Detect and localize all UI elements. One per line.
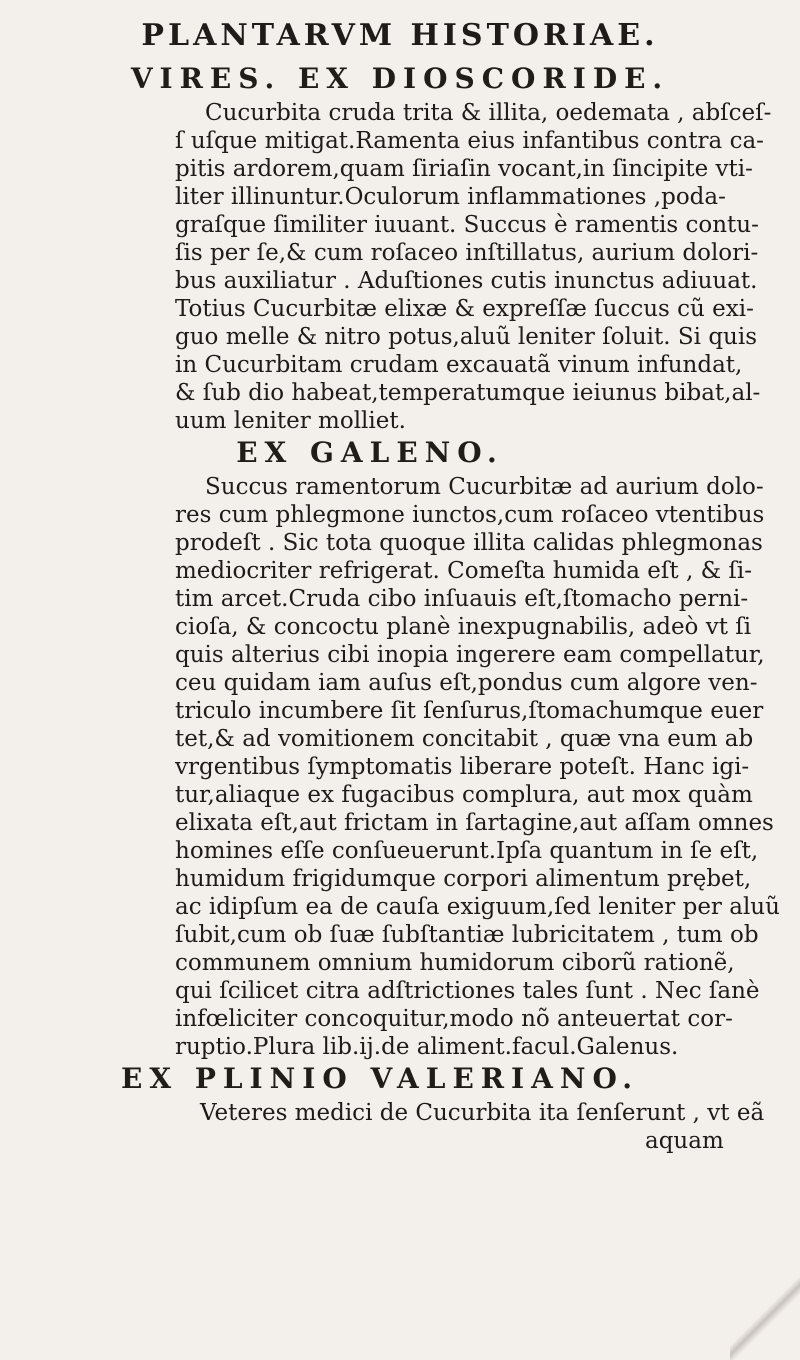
catchword: aquam bbox=[645, 1128, 724, 1154]
text-line: communem omnium humidorum ciborũ rationẽ, bbox=[175, 950, 735, 976]
section-heading-galen: EX GALENO. bbox=[236, 436, 504, 469]
text-line: quis alterius cibi inopia ingerere eam compellatur, bbox=[175, 642, 765, 668]
text-line: uum leniter molliet. bbox=[175, 408, 406, 434]
text-line: Succus ramentorum Cucurbitæ ad aurium dolo- bbox=[205, 474, 764, 500]
text-line: pitis ardorem,quam ſiriaſin vocant,in ſincipite vti- bbox=[175, 156, 753, 182]
text-line: ſ uſque mitigat.Ramenta eius infantibus contra ca- bbox=[175, 128, 764, 154]
text-line: ac idipſum ea de cauſa exiguum,ſed leniter per aluũ bbox=[175, 894, 780, 920]
text-line: cioſa, & concoctu planè inexpugnabilis, adeò vt ſi bbox=[175, 614, 752, 640]
text-line: humidum frigidumque corpori alimentum prębet, bbox=[175, 866, 752, 892]
text-line: infœliciter concoquitur,modo nõ anteuertat cor- bbox=[175, 1006, 733, 1032]
text-line: ſubit,cum ob ſuæ ſubſtantiæ lubricitatem , tum ob bbox=[175, 922, 759, 948]
text-line: tur,aliaque ex fugacibus complura, aut mox quàm bbox=[175, 782, 753, 808]
text-line: mediocriter refrigerat. Comeſta humida eſt , & ſi- bbox=[175, 558, 753, 584]
text-line: Totius Cucurbitæ elixæ & expreſſæ ſuccus cũ exi- bbox=[175, 296, 754, 322]
text-line: Veteres medici de Cucurbita ita ſenſerunt , vt eã bbox=[200, 1100, 765, 1126]
text-line: tim arcet.Cruda cibo inſuauis eſt,ſtomacho perni- bbox=[175, 586, 749, 612]
text-line: ſis per ſe,& cum roſaceo inſtillatus, aurium dolori- bbox=[175, 240, 759, 266]
text-line: Cucurbita cruda trita & illita, oedemata , abſceſ- bbox=[205, 100, 772, 126]
text-line: homines eſſe conſueuerunt.Ipſa quantum in ſe eſt, bbox=[175, 838, 759, 864]
text-line: triculo incumbere ſit ſenſurus,ſtomachumque euer bbox=[175, 698, 764, 724]
text-line: in Cucurbitam crudam excauatã vinum infundat, bbox=[175, 352, 743, 378]
text-line: prodeſt . Sic tota quoque illita calidas phlegmonas bbox=[175, 530, 763, 556]
text-line: elixata eſt,aut frictam in ſartagine,aut aſſam omnes bbox=[175, 810, 774, 836]
text-line: tet,& ad vomitionem concitabit , quæ vna eum ab bbox=[175, 726, 754, 752]
text-line: guo melle & nitro potus,aluũ leniter ſoluit. Si quis bbox=[175, 324, 758, 350]
text-line: res cum phlegmone iunctos,cum roſaceo vtentibus bbox=[175, 502, 765, 528]
running-head: PLANTARVM HISTORIAE. bbox=[141, 18, 659, 53]
text-line: ceu quidam iam auſus eſt,pondus cum algore ven- bbox=[175, 670, 758, 696]
text-line: liter illinuntur.Oculorum inflammationes ,poda- bbox=[175, 184, 726, 210]
text-line: vrgentibus ſymptomatis liberare poteſt. Hanc igi- bbox=[175, 754, 750, 780]
text-line: bus auxiliatur . Aduſtiones cutis inunctus adiuuat. bbox=[175, 268, 758, 294]
text-line: & ſub dio habeat,temperatumque ieiunus bibat,al- bbox=[175, 380, 761, 406]
text-line: ruptio.Plura lib.ij.de aliment.facul.Galenus. bbox=[175, 1034, 679, 1060]
text-line: qui ſcilicet citra adſtrictiones tales ſunt . Nec ſanè bbox=[175, 978, 760, 1004]
text-line: graſque ſimiliter iuuant. Succus è ramentis contu- bbox=[175, 212, 759, 238]
section-heading-plinius-valerianus: EX PLINIO VALERIANO. bbox=[121, 1062, 639, 1095]
section-heading-dioscorides: VIRES. EX DIOSCORIDE. bbox=[130, 62, 670, 95]
page-corner-crease bbox=[730, 1260, 800, 1360]
